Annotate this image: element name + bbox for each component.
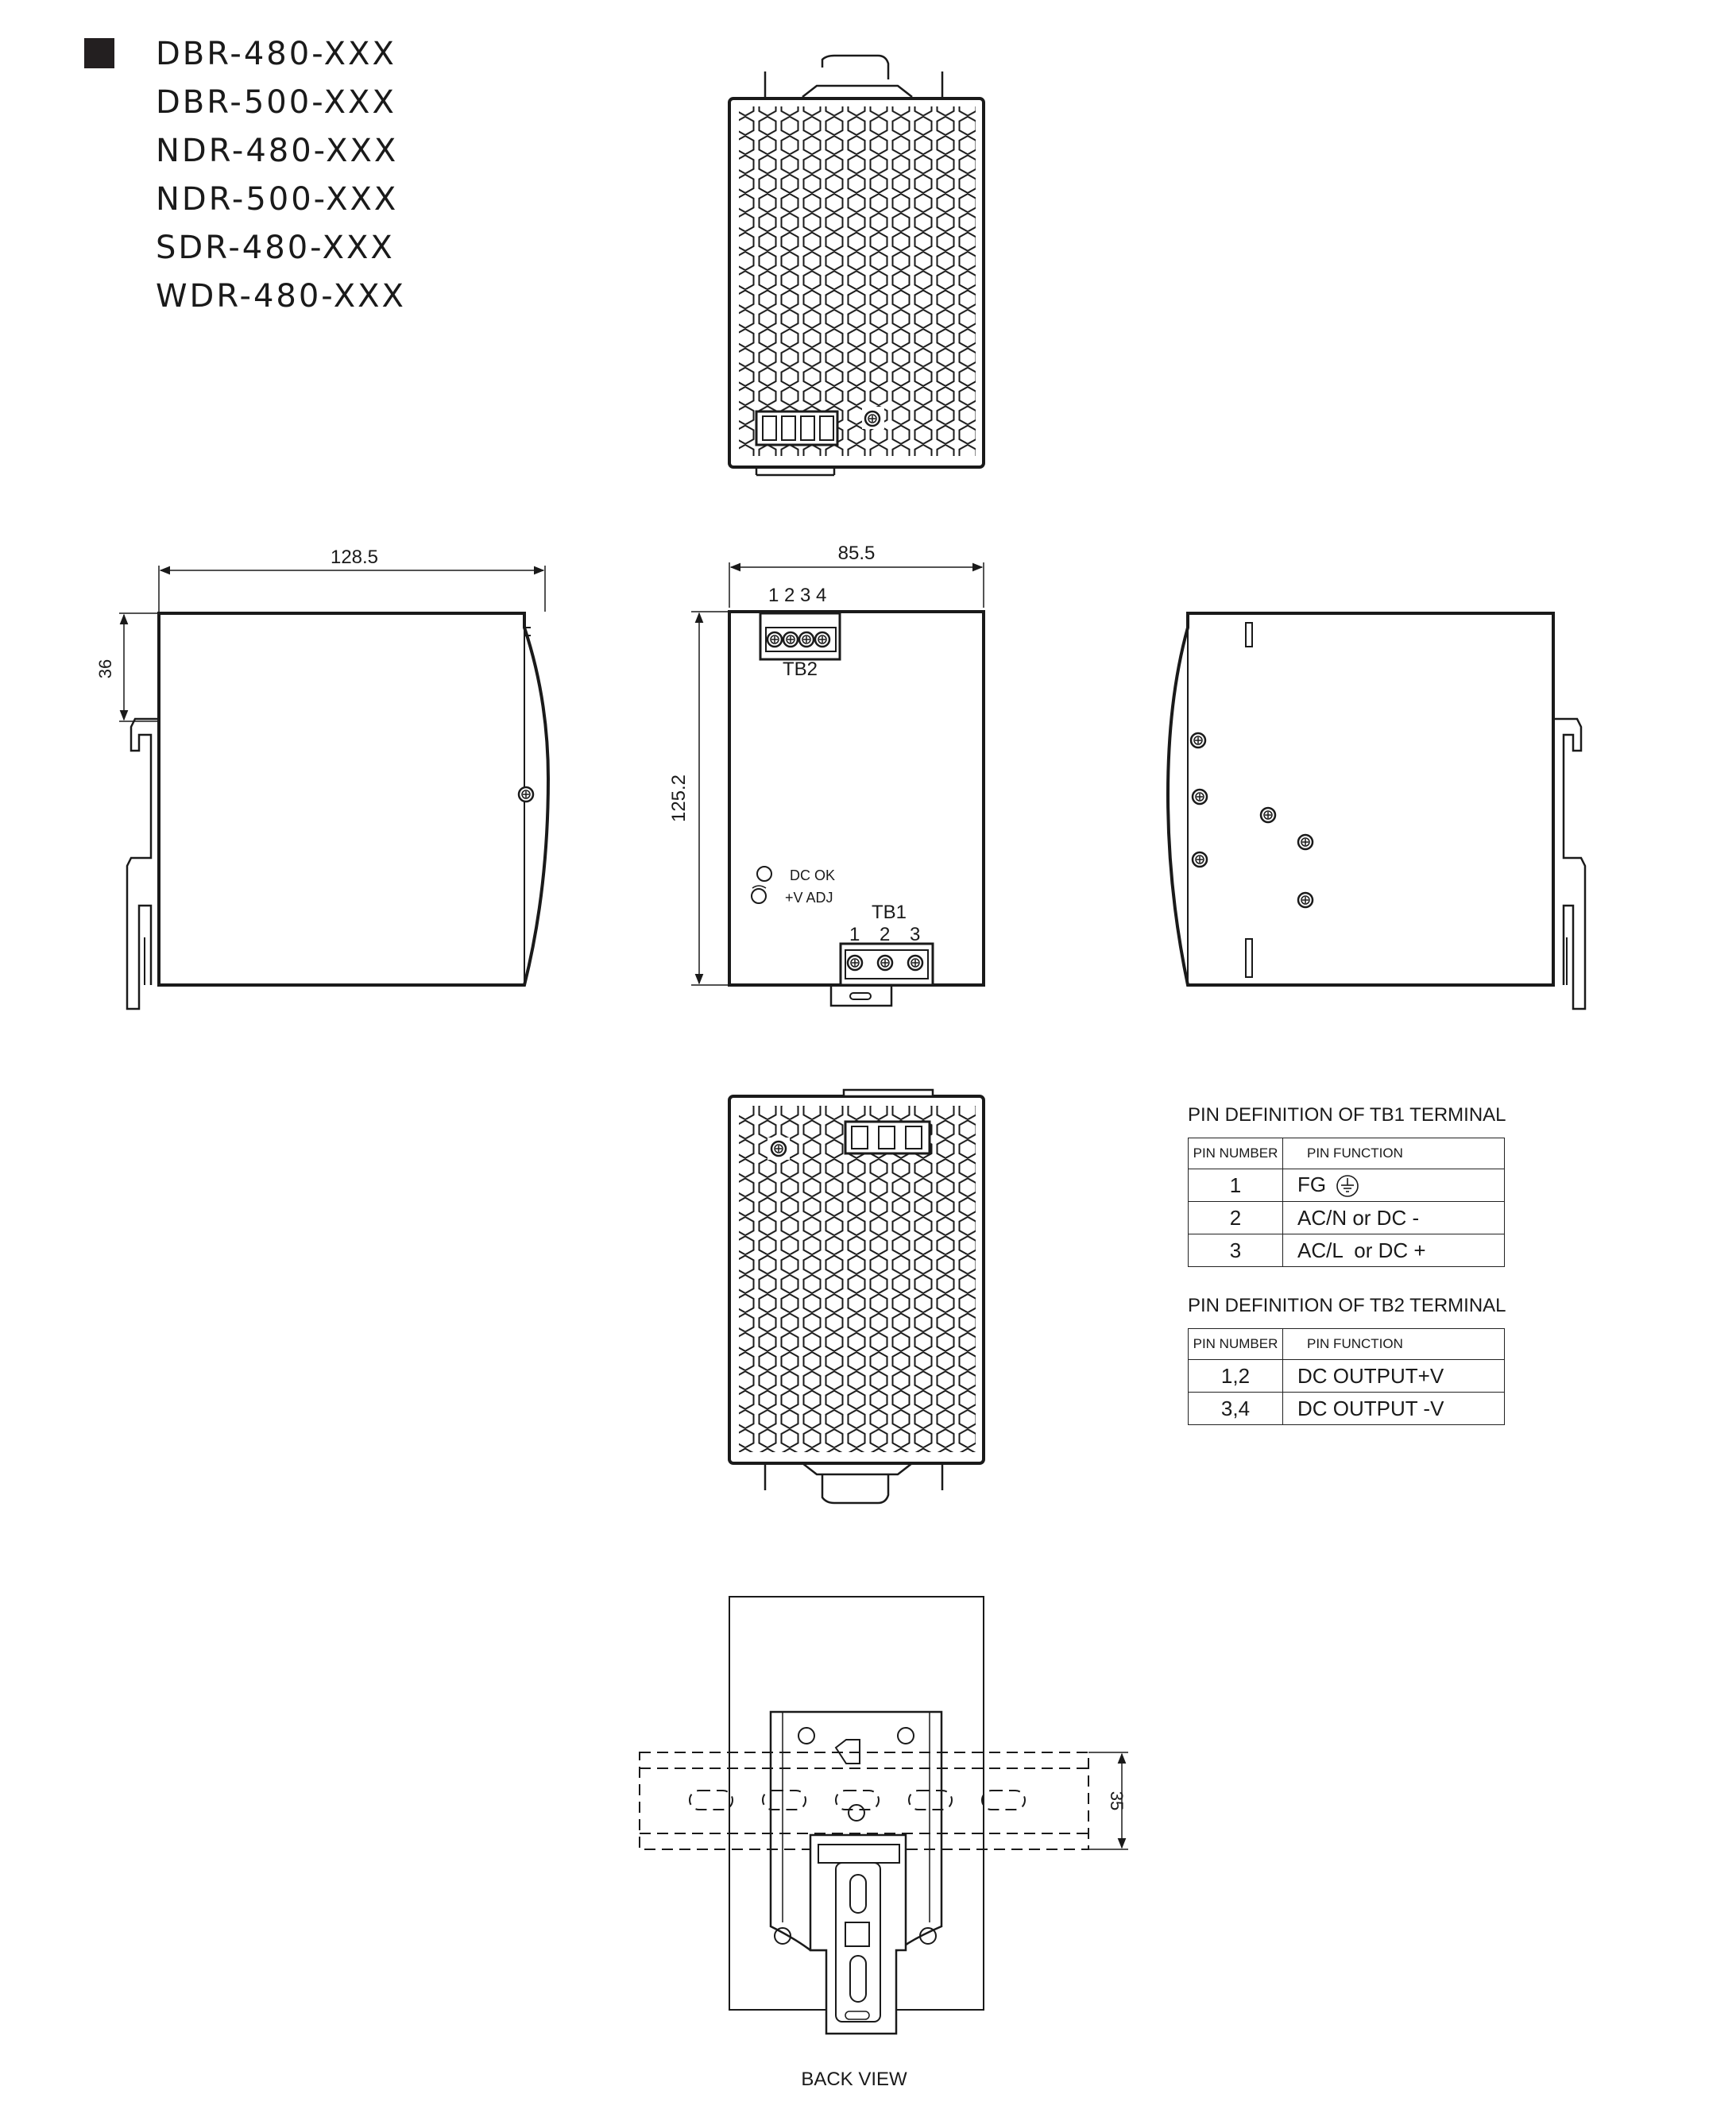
square-bullet-icon	[84, 38, 114, 68]
tb1-pin-table	[1188, 1138, 1505, 1267]
tb1-pin-1: 1	[849, 924, 860, 945]
tb1-table-title: PIN DEFINITION OF TB1 TERMINAL	[1188, 1104, 1506, 1126]
dim-width: 85.5	[837, 543, 876, 564]
tb2-pin-table	[1188, 1328, 1505, 1425]
pin-number: 1,2	[1189, 1360, 1283, 1393]
table-row	[1189, 1202, 1505, 1234]
left-side-view	[119, 566, 548, 1009]
dim-rail-offset: 36	[95, 659, 115, 679]
pin-function: AC/N or DC -	[1283, 1202, 1505, 1234]
bottom-view	[729, 1090, 984, 1503]
model-name: WDR-480-XXX	[156, 278, 406, 315]
col-pin-number: PIN NUMBER	[1189, 1329, 1283, 1360]
pin-function: DC OUTPUT -V	[1283, 1393, 1505, 1425]
top-view	[729, 56, 984, 475]
pin-function: DC OUTPUT+V	[1283, 1360, 1505, 1393]
led-label: DC OK	[790, 867, 836, 883]
dim-length: 128.5	[330, 547, 379, 568]
table-row	[1189, 1234, 1505, 1267]
model-name: NDR-480-XXX	[156, 133, 399, 169]
tb2-table-title: PIN DEFINITION OF TB2 TERMINAL	[1188, 1295, 1506, 1316]
model-name: DBR-500-XXX	[156, 84, 396, 121]
pin-number: 1	[1189, 1169, 1283, 1202]
pin-function	[1283, 1169, 1505, 1202]
col-pin-function: PIN FUNCTION	[1283, 1138, 1505, 1169]
tb1-pin-3: 3	[910, 924, 921, 945]
pin-number: 2	[1189, 1202, 1283, 1234]
table-header-row	[1189, 1329, 1505, 1360]
table-row	[1189, 1393, 1505, 1425]
tb2-pin-4: 4	[816, 585, 827, 606]
pin-number: 3	[1189, 1234, 1283, 1267]
tb2-pin-2: 2	[784, 585, 795, 606]
model-name: NDR-500-XXX	[156, 181, 399, 218]
model-names	[156, 30, 406, 321]
model-name: SDR-480-XXX	[156, 230, 395, 266]
back-view-label: BACK VIEW	[801, 2069, 907, 2090]
tb2-pin-definition	[1188, 1295, 1506, 1425]
tb2-pin-1: 1	[768, 585, 779, 606]
tb1-pin-2: 2	[880, 924, 891, 945]
pin-function-text: FG	[1297, 1172, 1327, 1196]
table-row	[1189, 1360, 1505, 1393]
tb2-label: TB2	[783, 659, 818, 680]
pin-number: 3,4	[1189, 1393, 1283, 1425]
tb2-pin-3: 3	[800, 585, 811, 606]
col-pin-number: PIN NUMBER	[1189, 1138, 1283, 1169]
pin-function: AC/L or DC +	[1283, 1234, 1505, 1267]
adj-label: +V ADJ	[785, 890, 833, 906]
back-view	[640, 1597, 1128, 2034]
table-row	[1189, 1169, 1505, 1202]
dim-height: 125.2	[668, 774, 690, 823]
tb1-label: TB1	[872, 902, 907, 923]
dim-rail-width: 35	[1107, 1791, 1127, 1811]
right-side-view	[1168, 613, 1585, 1009]
table-header-row	[1189, 1138, 1505, 1169]
front-view	[691, 562, 984, 1006]
tb1-pin-definition	[1188, 1104, 1506, 1267]
ground-symbol-icon	[1336, 1174, 1359, 1198]
model-name: DBR-480-XXX	[156, 36, 396, 72]
col-pin-function: PIN FUNCTION	[1283, 1329, 1505, 1360]
